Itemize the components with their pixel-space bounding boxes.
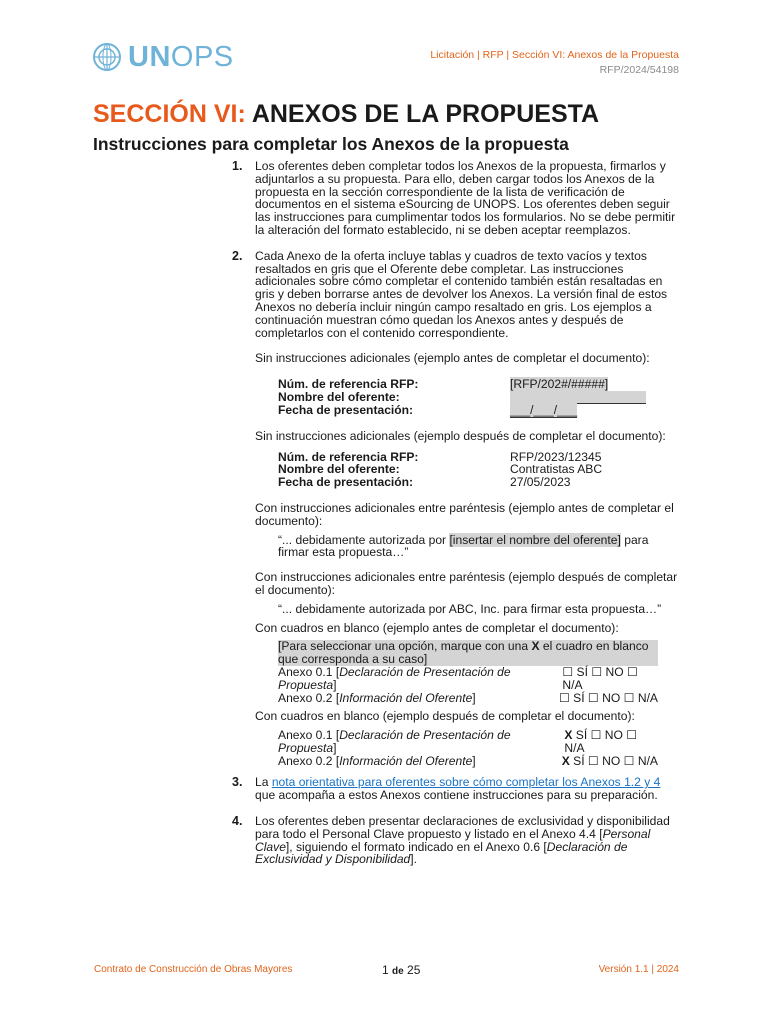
- guidance-note-link[interactable]: nota orientativa para oferentes sobre cómo completar los Anexos 1.2 y 4: [271, 775, 661, 790]
- list-item-3: [230, 776, 680, 802]
- checkbox-example-before: [278, 640, 658, 704]
- list-item-1: [230, 160, 680, 237]
- list-item-2: [230, 250, 680, 768]
- item-number: 2.: [232, 248, 243, 263]
- annex-options: X SÍ ☐ NO ☐ N/A: [561, 753, 658, 768]
- item-number: 3.: [232, 775, 243, 790]
- field-label: Nombre del oferente:: [278, 462, 400, 477]
- field-label: Núm. de referencia RFP:: [278, 377, 419, 392]
- annex-row: Anexo 0.1 [Declaración de Presentación de Propuesta] X SÍ ☐ NO ☐ N/A: [278, 729, 658, 755]
- page-number: 1 de 25: [382, 963, 421, 977]
- annex-row: Anexo 0.2 [Información del Oferente] X SÍ ☐ NO ☐ N/A: [278, 753, 658, 768]
- section-title: [93, 99, 599, 129]
- footer-version: Versión 1.1 | 2024: [598, 964, 679, 975]
- field-value: ___/___/___: [510, 402, 578, 417]
- example-label: Sin instrucciones adicionales (ejemplo después de completar el documento):: [255, 428, 666, 443]
- header-info: [430, 48, 679, 78]
- field-label: Fecha de presentación:: [278, 402, 414, 417]
- field-value: 27/05/2023: [510, 475, 571, 490]
- item-text: Cada Anexo de la oferta incluye tablas y cuadros de texto vacíos y textos resaltados en gris que el Oferente debe completar. Las instrucciones adicionales sobre cómo completar el contenido también están resaltadas en gris y deben borrarse antes de devolver los Anexos. La versión final de estos Anexos no debería incluir ningún campo resaltado en gris. Los ejemplos a continuación muestran cómo quedan los Anexos antes y después de completarlos con el contenido correspondiente.: [255, 248, 668, 340]
- header-reference: RFP/2024/54198: [599, 64, 679, 76]
- footer-contract-name: Contrato de Construcción de Obras Mayores: [94, 964, 293, 975]
- item-text: La nota orientativa para oferentes sobre cómo completar los Anexos 1.2 y 4 que acompaña a estos Anexos contiene instrucciones para su preparación.: [255, 775, 661, 803]
- example-fields-after: [278, 451, 680, 489]
- item-number: 1.: [232, 159, 243, 173]
- section-subtitle: Instrucciones para completar los Anexos de la propuesta: [93, 134, 569, 154]
- field-label: Núm. de referencia RFP:: [278, 449, 419, 464]
- list-item-4: [230, 815, 680, 866]
- annex-options: X SÍ ☐ NO ☐ N/A: [564, 728, 638, 755]
- item-text: Los oferentes deben presentar declaraciones de exclusividad y disponibilidad para todo el Personal Clave propuesto y listado en el Anexo 4.4 [Personal Clave], siguiendo el formato indicado en el Anexo 0.6 [Declaración de Exclusividad y Disponibilidad].: [255, 814, 670, 867]
- item-text: Los oferentes deben completar todos los Anexos de la propuesta, firmarlos y adjuntarlos a su propuesta. Para ello, deben cargar todos los Anexos de la propuesta en la sección correspondiente de la lista de verificación de documentos en el sistema eSourcing de UNOPS. Los oferentes deben seguir las instrucciones para cumplimentar todos los formularios. No se debe permitir la alteración del formato establecido, ni se deben aceptar reemplazos.: [255, 159, 676, 237]
- example-quote-before: “... debidamente autorizada por [insertar el nombre del oferente] para firmar esta propuesta…”: [278, 532, 649, 560]
- logo-wordmark: UNOPS: [128, 41, 234, 73]
- field-value: Contratistas ABC: [510, 462, 603, 477]
- unops-logo: [92, 42, 234, 72]
- field-placeholder: [510, 391, 670, 404]
- annex-row: Anexo 0.1 [Declaración de Presentación de Propuesta] ☐ SÍ ☐ NO ☐ N/A: [278, 666, 658, 692]
- instructions-body: [230, 160, 680, 866]
- field-value: [RFP/202#/#####]: [510, 377, 609, 392]
- section-name: ANEXOS DE LA PROPUESTA: [251, 100, 600, 128]
- annex-row: Anexo 0.2 [Información del Oferente] ☐ SÍ ☐ NO ☐ N/A: [278, 690, 658, 705]
- header-breadcrumb: Licitación | RFP | Sección VI: Anexos de la Propuesta: [430, 49, 679, 61]
- annex-options: ☐ SÍ ☐ NO ☐ N/A: [562, 664, 638, 692]
- field-label: Fecha de presentación:: [278, 475, 414, 490]
- example-label: Con instrucciones adicionales entre paréntesis (ejemplo después de completar el documento):: [255, 570, 678, 597]
- example-label: Con cuadros en blanco (ejemplo después de completar el documento):: [255, 709, 635, 724]
- un-emblem-icon: [92, 42, 122, 72]
- example-fields-before: [278, 378, 680, 417]
- example-label: Con cuadros en blanco (ejemplo antes de completar el documento):: [255, 620, 619, 635]
- section-number: SECCIÓN VI:: [93, 100, 246, 128]
- example-label: Con instrucciones adicionales entre paréntesis (ejemplo antes de completar el documento):: [255, 500, 674, 528]
- item-number: 4.: [232, 814, 243, 829]
- checkbox-example-after: [278, 729, 658, 767]
- annex-options: ☐ SÍ ☐ NO ☐ N/A: [558, 690, 658, 705]
- field-label: Nombre del oferente:: [278, 389, 400, 404]
- example-label: Sin instrucciones adicionales (ejemplo antes de completar el documento):: [255, 351, 650, 366]
- field-value: RFP/2023/12345: [510, 449, 602, 464]
- checkbox-instruction: [Para seleccionar una opción, marque con una X el cuadro en blanco que corresponda a su caso]: [278, 640, 658, 666]
- example-quote-after: “... debidamente autorizada por ABC, Inc. para firmar esta propuesta…”: [278, 601, 662, 616]
